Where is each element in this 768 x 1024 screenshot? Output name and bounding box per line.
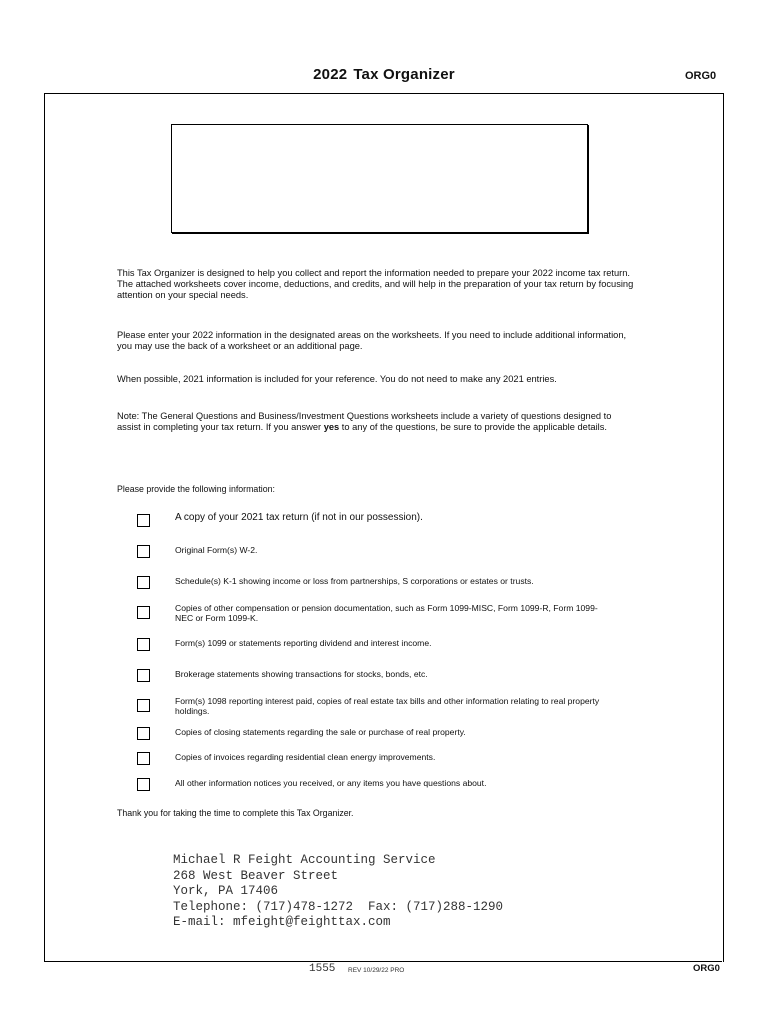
checkbox[interactable]: [137, 699, 150, 712]
checkbox[interactable]: [137, 514, 150, 527]
thank-you-text: Thank you for taking the time to complete this Tax Organizer.: [117, 808, 354, 818]
intro-paragraph-3: When possible, 2021 information is included for your reference. You do not need to make any 2021 entries.: [117, 374, 557, 384]
note-text-start: Note: The General Questions and Business/Investment Questions worksheets include a variety of questions designed to assist in completing your tax return. If you answer: [117, 411, 612, 432]
intro-paragraph-4: [117, 411, 637, 433]
title-text: Tax Organizer: [353, 66, 455, 83]
client-name-box[interactable]: [171, 124, 588, 233]
intro-paragraph-1: This Tax Organizer is designed to help you collect and report the information needed to prepare your 2022 income tax return. The attached worksheets cover income, deductions, and credits, and will help in the preparation of your tax return by focusing attention on your special needs.: [117, 268, 634, 300]
checklist-item-label: Copies of invoices regarding residential clean energy improvements.: [175, 752, 436, 762]
note-text-end: to any of the questions, be sure to provide the applicable details.: [339, 422, 607, 432]
checklist-item-label: Schedule(s) K-1 showing income or loss from partnerships, S corporations or estates or trusts.: [175, 576, 534, 586]
checklist-item-label: Copies of closing statements regarding the sale or purchase of real property.: [175, 727, 466, 737]
checklist-item-label: All other information notices you received, or any items you have questions about.: [175, 778, 487, 788]
tax-year: 2022: [313, 66, 348, 83]
checklist-item-label: Copies of other compensation or pension documentation, such as Form 1099-MISC, Form 1099-R, Form 1099-NEC or Form 1099-K.: [175, 603, 598, 623]
preparer-email: E-mail: mfeight@feighttax.com: [173, 915, 391, 930]
checklist-item-label: Form(s) 1098 reporting interest paid, copies of real estate tax bills and other information relating to real property holdings.: [175, 696, 600, 716]
checkbox[interactable]: [137, 778, 150, 791]
checkbox[interactable]: [137, 545, 150, 558]
form-code-top: ORG0: [685, 70, 717, 82]
checklist-item-label: Brokerage statements showing transactions for stocks, bonds, etc.: [175, 669, 428, 679]
preparer-street: 268 West Beaver Street: [173, 868, 339, 883]
checkbox[interactable]: [137, 638, 150, 651]
footer-revision: REV 10/29/22 PRO: [348, 967, 405, 974]
checklist-item-label: Original Form(s) W-2.: [175, 545, 258, 555]
page-title: [0, 66, 768, 83]
checklist-heading: Please provide the following information:: [117, 484, 275, 494]
checkbox[interactable]: [137, 752, 150, 765]
checklist-item-label: Form(s) 1099 or statements reporting dividend and interest income.: [175, 638, 432, 648]
checklist-item-label: A copy of your 2021 tax return (if not in our possession).: [175, 512, 423, 523]
preparer-address: [173, 853, 503, 931]
note-text-bold: yes: [323, 422, 340, 432]
footer-form-number: 1555: [309, 963, 336, 975]
checkbox[interactable]: [137, 669, 150, 682]
intro-paragraph-2: Please enter your 2022 information in the designated areas on the worksheets. If you need to include additional information, you may use the back of a worksheet or an additional page.: [117, 330, 627, 351]
form-code-bottom: ORG0: [693, 963, 720, 974]
preparer-city: York, PA 17406: [173, 884, 279, 899]
checkbox[interactable]: [137, 576, 150, 589]
checkbox[interactable]: [137, 727, 150, 740]
checkbox[interactable]: [137, 606, 150, 619]
preparer-phone-fax: Telephone: (717)478-1272 Fax: (717)288-1290: [173, 899, 504, 914]
bottom-rule: [44, 961, 722, 962]
preparer-name: Michael R Feight Accounting Service: [173, 853, 436, 867]
